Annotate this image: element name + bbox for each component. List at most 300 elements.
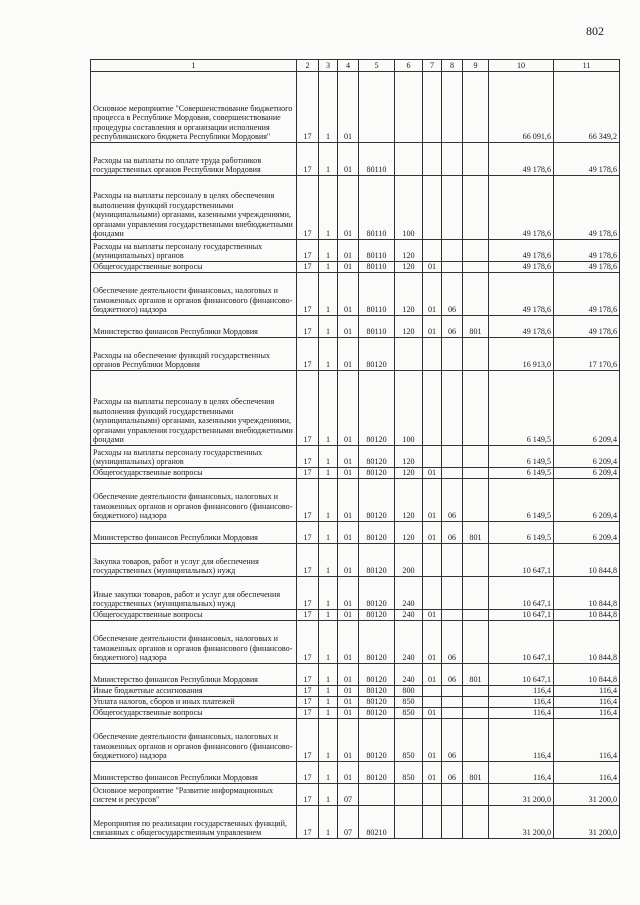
cell-col-5: 80110 <box>359 273 395 316</box>
column-header-6: 6 <box>395 60 423 72</box>
cell-col-8 <box>442 806 463 839</box>
row-name-cell: Обеспечение деятельности финансовых, налоговых и таможенных органов и органов финансового (финансово-бюджетного) надзора <box>91 479 297 522</box>
cell-col-9 <box>463 240 489 262</box>
cell-col-7 <box>423 240 442 262</box>
row-name-cell: Закупка товаров, работ и услуг для обеспечения государственных (муниципальных) нужд <box>91 544 297 577</box>
cell-col-2: 17 <box>297 686 319 697</box>
cell-col-4: 01 <box>338 273 359 316</box>
cell-col-4: 01 <box>338 446 359 468</box>
cell-col-9 <box>463 697 489 708</box>
cell-col-7: 01 <box>423 262 442 273</box>
cell-col-6 <box>395 72 423 143</box>
cell-col-9 <box>463 806 489 839</box>
cell-col-9 <box>463 468 489 479</box>
cell-col-7: 01 <box>423 664 442 686</box>
cell-col-9 <box>463 176 489 240</box>
cell-col-9 <box>463 784 489 806</box>
cell-col-4: 01 <box>338 610 359 621</box>
column-header-1: 1 <box>91 60 297 72</box>
cell-col-10: 49 178,6 <box>489 316 554 338</box>
cell-col-4: 01 <box>338 686 359 697</box>
table-body <box>91 72 620 839</box>
cell-col-5: 80120 <box>359 719 395 762</box>
cell-col-4: 01 <box>338 468 359 479</box>
cell-col-6: 120 <box>395 446 423 468</box>
cell-col-4: 01 <box>338 621 359 664</box>
cell-col-6: 240 <box>395 610 423 621</box>
column-header-7: 7 <box>423 60 442 72</box>
table-row <box>91 522 620 544</box>
cell-col-5: 80110 <box>359 316 395 338</box>
cell-col-9 <box>463 708 489 719</box>
cell-col-7: 01 <box>423 719 442 762</box>
cell-col-3: 1 <box>319 316 338 338</box>
table-row <box>91 806 620 839</box>
cell-col-10: 49 178,6 <box>489 240 554 262</box>
row-name-cell: Общегосударственные вопросы <box>91 610 297 621</box>
table-row <box>91 273 620 316</box>
cell-col-8: 06 <box>442 719 463 762</box>
cell-col-3: 1 <box>319 176 338 240</box>
cell-col-3: 1 <box>319 621 338 664</box>
cell-col-7: 01 <box>423 273 442 316</box>
cell-col-6: 240 <box>395 621 423 664</box>
cell-col-8 <box>442 708 463 719</box>
cell-col-10: 49 178,6 <box>489 262 554 273</box>
table-row <box>91 762 620 784</box>
cell-col-3: 1 <box>319 468 338 479</box>
cell-col-3: 1 <box>319 762 338 784</box>
table-row <box>91 316 620 338</box>
cell-col-2: 17 <box>297 468 319 479</box>
cell-col-9 <box>463 371 489 446</box>
cell-col-7 <box>423 371 442 446</box>
cell-col-11: 49 178,6 <box>554 143 620 176</box>
cell-col-11: 17 170,6 <box>554 338 620 371</box>
row-name-cell: Расходы на выплаты персоналу государственных (муниципальных) органов <box>91 240 297 262</box>
cell-col-10: 10 647,1 <box>489 664 554 686</box>
cell-col-9 <box>463 446 489 468</box>
cell-col-6: 240 <box>395 664 423 686</box>
cell-col-10: 10 647,1 <box>489 544 554 577</box>
cell-col-5: 80120 <box>359 664 395 686</box>
table-row <box>91 544 620 577</box>
cell-col-3: 1 <box>319 708 338 719</box>
column-header-8: 8 <box>442 60 463 72</box>
cell-col-4: 01 <box>338 577 359 610</box>
cell-col-5: 80120 <box>359 686 395 697</box>
cell-col-3: 1 <box>319 371 338 446</box>
cell-col-9: 801 <box>463 762 489 784</box>
cell-col-6 <box>395 143 423 176</box>
cell-col-7: 01 <box>423 316 442 338</box>
cell-col-2: 17 <box>297 762 319 784</box>
cell-col-8: 06 <box>442 762 463 784</box>
cell-col-8 <box>442 468 463 479</box>
table-row <box>91 719 620 762</box>
cell-col-11: 10 844,8 <box>554 610 620 621</box>
cell-col-9 <box>463 479 489 522</box>
cell-col-6: 120 <box>395 468 423 479</box>
cell-col-10: 6 149,5 <box>489 468 554 479</box>
cell-col-10: 16 913,0 <box>489 338 554 371</box>
cell-col-6: 200 <box>395 544 423 577</box>
cell-col-9 <box>463 686 489 697</box>
cell-col-9 <box>463 621 489 664</box>
cell-col-11: 6 209,4 <box>554 468 620 479</box>
cell-col-5: 80120 <box>359 468 395 479</box>
cell-col-8 <box>442 784 463 806</box>
cell-col-8: 06 <box>442 621 463 664</box>
cell-col-6: 120 <box>395 316 423 338</box>
cell-col-7: 01 <box>423 610 442 621</box>
cell-col-7 <box>423 143 442 176</box>
cell-col-2: 17 <box>297 664 319 686</box>
cell-col-11: 116,4 <box>554 686 620 697</box>
cell-col-3: 1 <box>319 806 338 839</box>
cell-col-2: 17 <box>297 143 319 176</box>
table-row <box>91 143 620 176</box>
cell-col-2: 17 <box>297 371 319 446</box>
row-name-cell: Общегосударственные вопросы <box>91 262 297 273</box>
cell-col-11: 10 844,8 <box>554 544 620 577</box>
cell-col-6: 850 <box>395 762 423 784</box>
cell-col-2: 17 <box>297 446 319 468</box>
cell-col-7 <box>423 806 442 839</box>
cell-col-10: 49 178,6 <box>489 176 554 240</box>
budget-table <box>90 59 620 839</box>
cell-col-4: 07 <box>338 806 359 839</box>
cell-col-3: 1 <box>319 719 338 762</box>
cell-col-11: 10 844,8 <box>554 664 620 686</box>
page-number: 802 <box>586 24 604 38</box>
cell-col-4: 01 <box>338 708 359 719</box>
table-row <box>91 577 620 610</box>
cell-col-10: 116,4 <box>489 719 554 762</box>
cell-col-3: 1 <box>319 610 338 621</box>
cell-col-6: 120 <box>395 522 423 544</box>
cell-col-5: 80120 <box>359 544 395 577</box>
cell-col-5: 80120 <box>359 371 395 446</box>
cell-col-10: 10 647,1 <box>489 610 554 621</box>
cell-col-11: 49 178,6 <box>554 176 620 240</box>
cell-col-11: 116,4 <box>554 697 620 708</box>
cell-col-8 <box>442 577 463 610</box>
cell-col-9 <box>463 610 489 621</box>
cell-col-6: 850 <box>395 697 423 708</box>
cell-col-8: 06 <box>442 522 463 544</box>
cell-col-3: 1 <box>319 273 338 316</box>
cell-col-6 <box>395 338 423 371</box>
cell-col-3: 1 <box>319 240 338 262</box>
cell-col-7: 01 <box>423 762 442 784</box>
cell-col-4: 07 <box>338 784 359 806</box>
cell-col-6: 850 <box>395 708 423 719</box>
cell-col-2: 17 <box>297 273 319 316</box>
cell-col-2: 17 <box>297 544 319 577</box>
cell-col-3: 1 <box>319 686 338 697</box>
cell-col-6: 100 <box>395 371 423 446</box>
cell-col-10: 6 149,5 <box>489 446 554 468</box>
cell-col-9: 801 <box>463 522 489 544</box>
cell-col-9 <box>463 544 489 577</box>
cell-col-5: 80210 <box>359 806 395 839</box>
cell-col-2: 17 <box>297 577 319 610</box>
cell-col-2: 17 <box>297 806 319 839</box>
table-row <box>91 72 620 143</box>
cell-col-10: 66 091,6 <box>489 72 554 143</box>
cell-col-7 <box>423 686 442 697</box>
table-header-row <box>91 60 620 72</box>
row-name-cell: Обеспечение деятельности финансовых, налоговых и таможенных органов и органов финансового (финансово-бюджетного) надзора <box>91 273 297 316</box>
cell-col-8 <box>442 176 463 240</box>
cell-col-11: 31 200,0 <box>554 806 620 839</box>
cell-col-11: 6 209,4 <box>554 371 620 446</box>
table-row <box>91 610 620 621</box>
cell-col-11: 10 844,8 <box>554 621 620 664</box>
cell-col-5: 80120 <box>359 708 395 719</box>
cell-col-4: 01 <box>338 522 359 544</box>
column-header-4: 4 <box>338 60 359 72</box>
table-row <box>91 664 620 686</box>
cell-col-8 <box>442 72 463 143</box>
cell-col-11: 6 209,4 <box>554 446 620 468</box>
cell-col-2: 17 <box>297 240 319 262</box>
cell-col-5: 80120 <box>359 446 395 468</box>
cell-col-8: 06 <box>442 273 463 316</box>
cell-col-7 <box>423 72 442 143</box>
cell-col-3: 1 <box>319 143 338 176</box>
cell-col-4: 01 <box>338 544 359 577</box>
cell-col-3: 1 <box>319 697 338 708</box>
row-name-cell: Уплата налогов, сборов и иных платежей <box>91 697 297 708</box>
row-name-cell: Расходы на выплаты персоналу в целях обеспечения выполнения функций государственными (муниципальными) органами, казенными учреждениями, органами управления государственными внебюджетными фондами <box>91 176 297 240</box>
cell-col-10: 10 647,1 <box>489 577 554 610</box>
cell-col-4: 01 <box>338 719 359 762</box>
cell-col-9 <box>463 338 489 371</box>
cell-col-3: 1 <box>319 72 338 143</box>
cell-col-3: 1 <box>319 664 338 686</box>
cell-col-6: 120 <box>395 240 423 262</box>
cell-col-3: 1 <box>319 577 338 610</box>
cell-col-4: 01 <box>338 762 359 784</box>
cell-col-9 <box>463 577 489 610</box>
column-header-2: 2 <box>297 60 319 72</box>
row-name-cell: Основное мероприятие "Совершенствование бюджетного процесса в Республике Мордовия, совершенствование процедуры составления и организации исполнения республиканского бюджета Республики Мордовия" <box>91 72 297 143</box>
table-row <box>91 176 620 240</box>
cell-col-11: 116,4 <box>554 719 620 762</box>
cell-col-5: 80120 <box>359 577 395 610</box>
cell-col-6 <box>395 806 423 839</box>
row-name-cell: Министерство финансов Республики Мордовия <box>91 316 297 338</box>
cell-col-5: 80110 <box>359 143 395 176</box>
cell-col-2: 17 <box>297 262 319 273</box>
cell-col-10: 6 149,5 <box>489 522 554 544</box>
cell-col-10: 6 149,5 <box>489 479 554 522</box>
cell-col-8: 06 <box>442 316 463 338</box>
cell-col-2: 17 <box>297 176 319 240</box>
row-name-cell: Расходы на обеспечение функций государственных органов Республики Мордовия <box>91 338 297 371</box>
cell-col-11: 66 349,2 <box>554 72 620 143</box>
cell-col-2: 17 <box>297 784 319 806</box>
cell-col-8: 06 <box>442 664 463 686</box>
cell-col-9 <box>463 72 489 143</box>
cell-col-10: 49 178,6 <box>489 273 554 316</box>
cell-col-8 <box>442 544 463 577</box>
column-header-9: 9 <box>463 60 489 72</box>
cell-col-6: 850 <box>395 719 423 762</box>
cell-col-10: 116,4 <box>489 708 554 719</box>
cell-col-11: 49 178,6 <box>554 273 620 316</box>
cell-col-8 <box>442 143 463 176</box>
cell-col-11: 31 200,0 <box>554 784 620 806</box>
cell-col-11: 49 178,6 <box>554 240 620 262</box>
cell-col-8 <box>442 610 463 621</box>
cell-col-7 <box>423 338 442 371</box>
row-name-cell: Министерство финансов Республики Мордовия <box>91 762 297 784</box>
cell-col-10: 116,4 <box>489 686 554 697</box>
row-name-cell: Расходы на выплаты по оплате труда работников государственных органов Республики Мордовия <box>91 143 297 176</box>
table-row <box>91 371 620 446</box>
cell-col-6: 120 <box>395 262 423 273</box>
cell-col-10: 49 178,6 <box>489 143 554 176</box>
row-name-cell: Министерство финансов Республики Мордовия <box>91 664 297 686</box>
table-row <box>91 446 620 468</box>
cell-col-2: 17 <box>297 708 319 719</box>
cell-col-11: 6 209,4 <box>554 479 620 522</box>
cell-col-9 <box>463 719 489 762</box>
cell-col-11: 116,4 <box>554 762 620 784</box>
cell-col-10: 31 200,0 <box>489 806 554 839</box>
cell-col-7 <box>423 577 442 610</box>
cell-col-3: 1 <box>319 338 338 371</box>
table-row <box>91 240 620 262</box>
row-name-cell: Обеспечение деятельности финансовых, налоговых и таможенных органов и органов финансового (финансово-бюджетного) надзора <box>91 621 297 664</box>
cell-col-4: 01 <box>338 338 359 371</box>
cell-col-9 <box>463 273 489 316</box>
column-header-11: 11 <box>554 60 620 72</box>
cell-col-2: 17 <box>297 610 319 621</box>
cell-col-2: 17 <box>297 697 319 708</box>
row-name-cell: Общегосударственные вопросы <box>91 468 297 479</box>
cell-col-4: 01 <box>338 479 359 522</box>
cell-col-5 <box>359 784 395 806</box>
cell-col-6 <box>395 784 423 806</box>
cell-col-2: 17 <box>297 72 319 143</box>
cell-col-9: 801 <box>463 316 489 338</box>
table-row <box>91 708 620 719</box>
cell-col-5: 80120 <box>359 762 395 784</box>
cell-col-7: 01 <box>423 479 442 522</box>
cell-col-7 <box>423 784 442 806</box>
table-row <box>91 479 620 522</box>
table-row <box>91 468 620 479</box>
cell-col-10: 10 647,1 <box>489 621 554 664</box>
cell-col-4: 01 <box>338 316 359 338</box>
row-name-cell: Мероприятия по реализации государственных функций, связанных с общегосударственным управлением <box>91 806 297 839</box>
cell-col-3: 1 <box>319 784 338 806</box>
cell-col-10: 116,4 <box>489 762 554 784</box>
row-name-cell: Основное мероприятие "Развитие информационных систем и ресурсов" <box>91 784 297 806</box>
cell-col-9: 801 <box>463 664 489 686</box>
cell-col-6: 120 <box>395 273 423 316</box>
cell-col-6: 800 <box>395 686 423 697</box>
table-row <box>91 784 620 806</box>
cell-col-2: 17 <box>297 719 319 762</box>
cell-col-4: 01 <box>338 664 359 686</box>
cell-col-5: 80120 <box>359 610 395 621</box>
cell-col-8 <box>442 686 463 697</box>
cell-col-4: 01 <box>338 240 359 262</box>
table-row <box>91 621 620 664</box>
cell-col-3: 1 <box>319 262 338 273</box>
cell-col-8 <box>442 446 463 468</box>
table-row <box>91 338 620 371</box>
cell-col-9 <box>463 143 489 176</box>
table-row <box>91 686 620 697</box>
cell-col-8 <box>442 697 463 708</box>
cell-col-6: 120 <box>395 479 423 522</box>
cell-col-7 <box>423 697 442 708</box>
cell-col-11: 49 178,6 <box>554 262 620 273</box>
cell-col-11: 6 209,4 <box>554 522 620 544</box>
cell-col-8 <box>442 240 463 262</box>
cell-col-7 <box>423 544 442 577</box>
cell-col-5: 80120 <box>359 621 395 664</box>
cell-col-6: 100 <box>395 176 423 240</box>
cell-col-8 <box>442 338 463 371</box>
cell-col-4: 01 <box>338 176 359 240</box>
cell-col-5 <box>359 72 395 143</box>
row-name-cell: Иные закупки товаров, работ и услуг для обеспечения государственных (муниципальных) нужд <box>91 577 297 610</box>
cell-col-3: 1 <box>319 544 338 577</box>
row-name-cell: Министерство финансов Республики Мордовия <box>91 522 297 544</box>
cell-col-8: 06 <box>442 479 463 522</box>
cell-col-3: 1 <box>319 479 338 522</box>
cell-col-7: 01 <box>423 708 442 719</box>
cell-col-10: 6 149,5 <box>489 371 554 446</box>
row-name-cell: Обеспечение деятельности финансовых, налоговых и таможенных органов и органов финансового (финансово-бюджетного) надзора <box>91 719 297 762</box>
cell-col-7: 01 <box>423 522 442 544</box>
column-header-5: 5 <box>359 60 395 72</box>
cell-col-3: 1 <box>319 522 338 544</box>
cell-col-4: 01 <box>338 371 359 446</box>
cell-col-5: 80110 <box>359 176 395 240</box>
cell-col-5: 80120 <box>359 338 395 371</box>
cell-col-9 <box>463 262 489 273</box>
row-name-cell: Расходы на выплаты персоналу в целях обеспечения выполнения функций государственными (муниципальными) органами, казенными учреждениями, органами управления государственными внебюджетными фондами <box>91 371 297 446</box>
cell-col-11: 49 178,6 <box>554 316 620 338</box>
cell-col-6: 240 <box>395 577 423 610</box>
cell-col-4: 01 <box>338 143 359 176</box>
cell-col-7: 01 <box>423 621 442 664</box>
cell-col-7 <box>423 446 442 468</box>
row-name-cell: Иные бюджетные ассигнования <box>91 686 297 697</box>
cell-col-2: 17 <box>297 522 319 544</box>
cell-col-5: 80110 <box>359 262 395 273</box>
row-name-cell: Общегосударственные вопросы <box>91 708 297 719</box>
cell-col-10: 116,4 <box>489 697 554 708</box>
cell-col-2: 17 <box>297 479 319 522</box>
cell-col-3: 1 <box>319 446 338 468</box>
column-header-3: 3 <box>319 60 338 72</box>
row-name-cell: Расходы на выплаты персоналу государственных (муниципальных) органов <box>91 446 297 468</box>
cell-col-7 <box>423 176 442 240</box>
cell-col-11: 116,4 <box>554 708 620 719</box>
cell-col-4: 01 <box>338 262 359 273</box>
cell-col-10: 31 200,0 <box>489 784 554 806</box>
cell-col-4: 01 <box>338 72 359 143</box>
